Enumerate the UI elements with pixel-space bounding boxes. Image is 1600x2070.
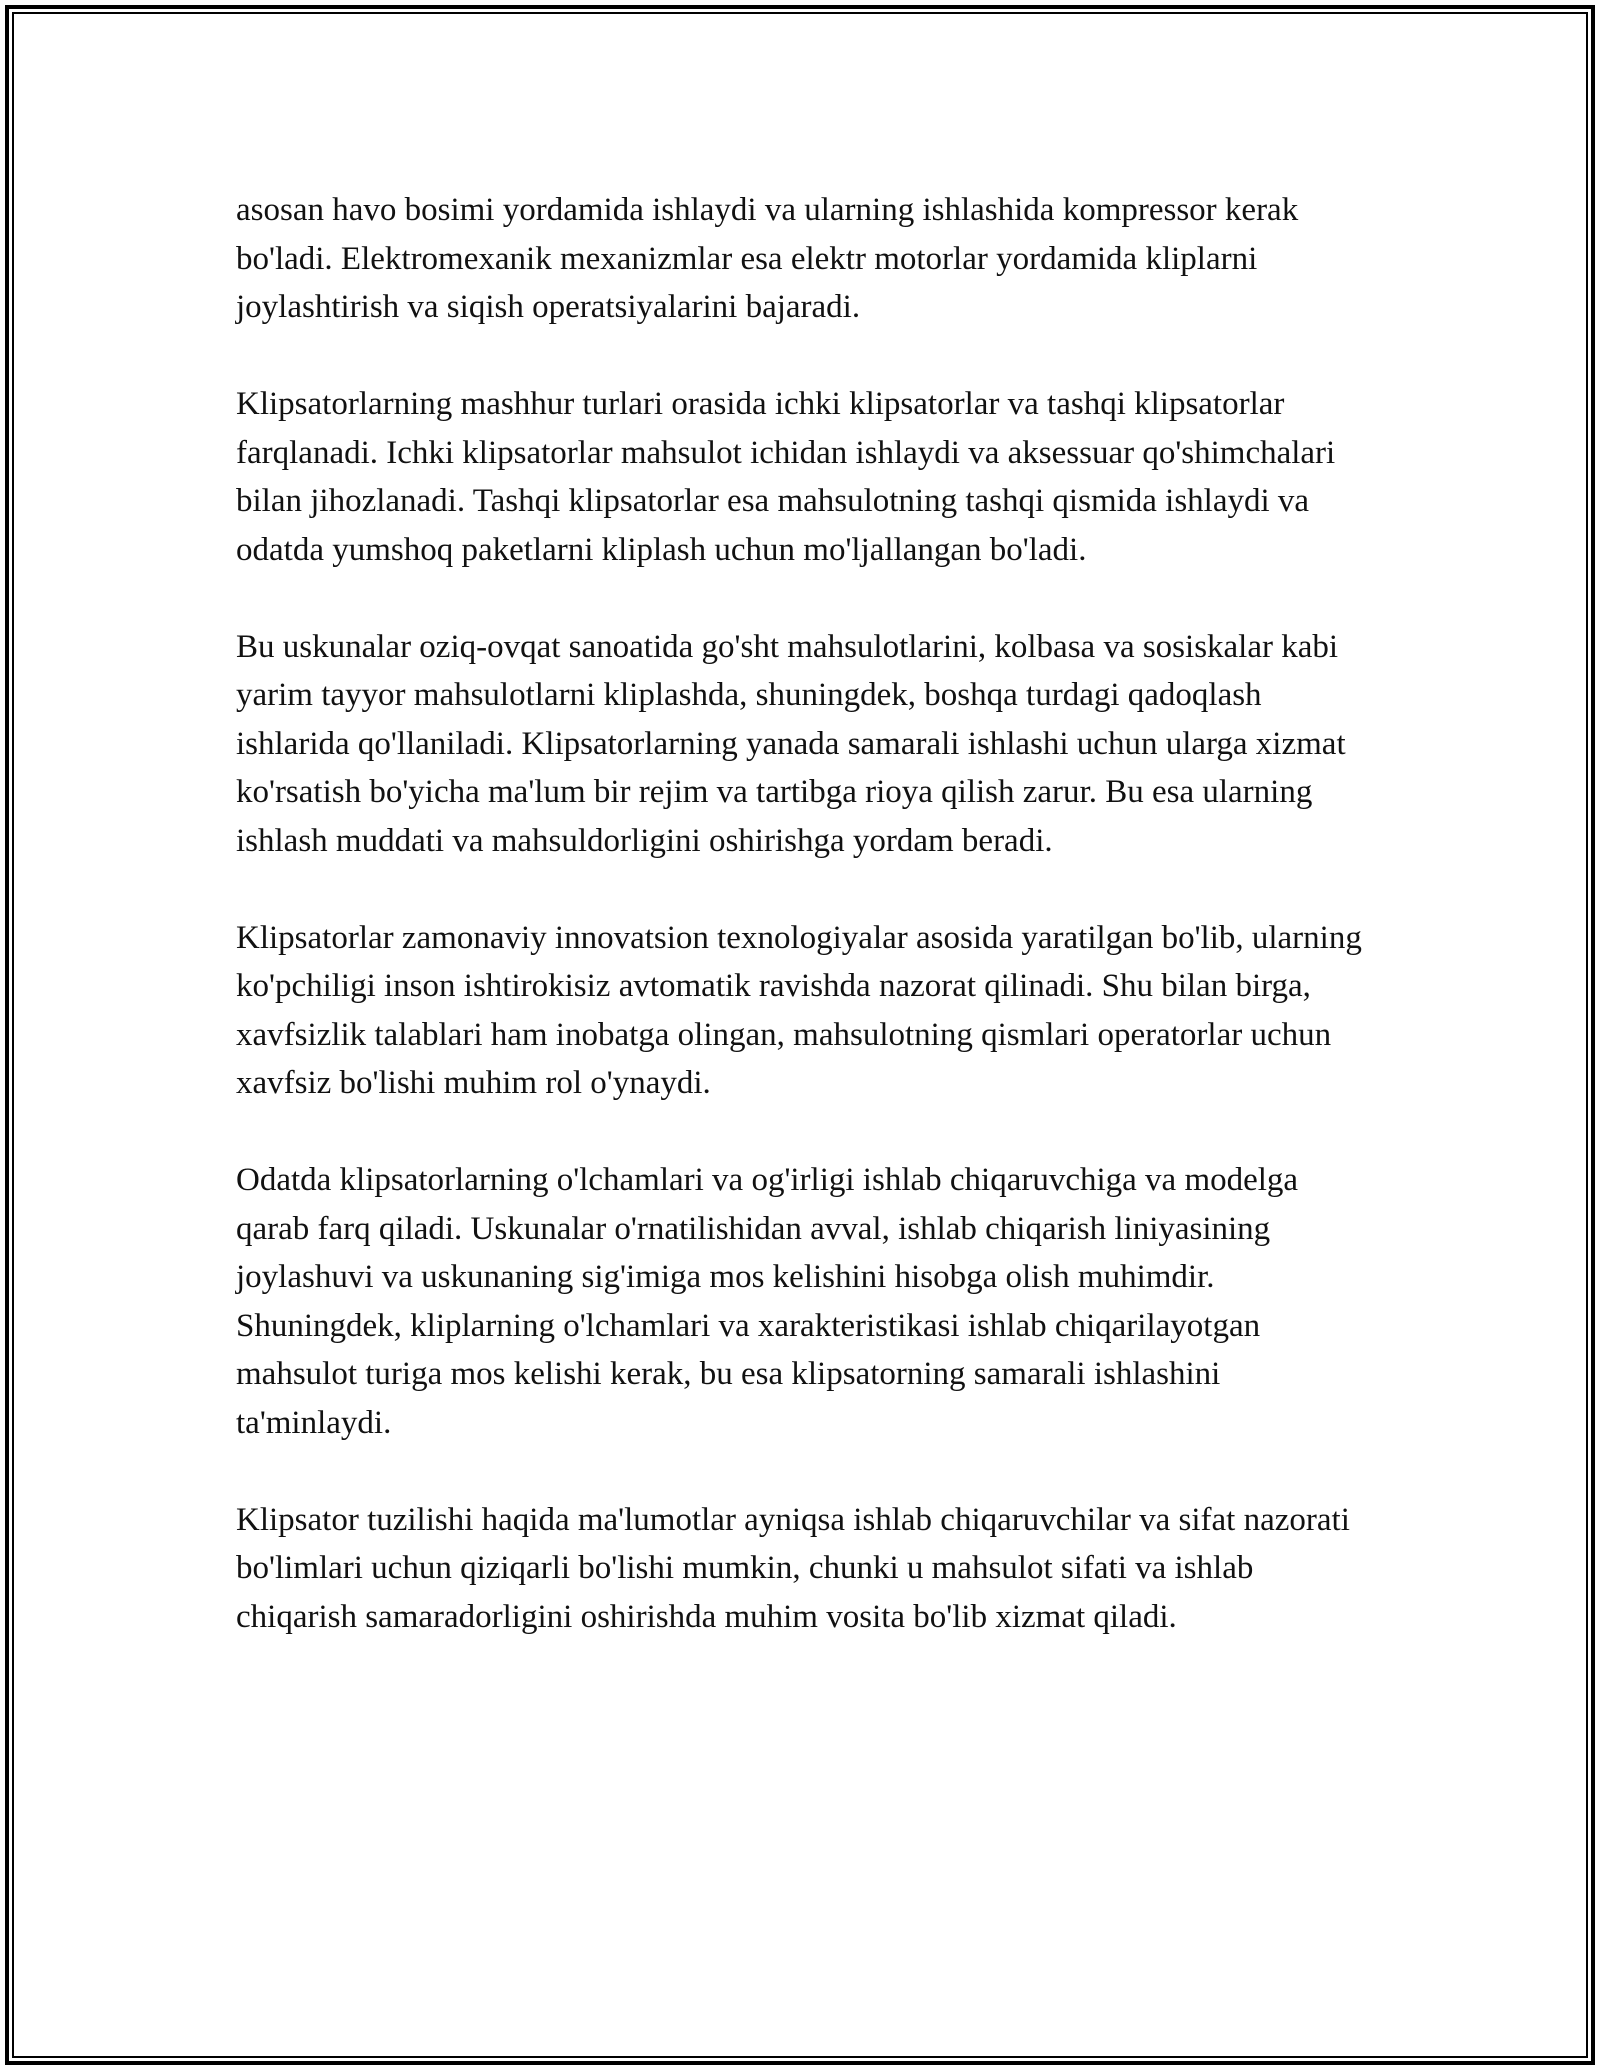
paragraph-4: Klipsatorlar zamonaviy innovatsion texnologiyalar asosida yaratilgan bo'lib, ularning ko'pchiligi inson ishtirokisiz avtomatik ravishda nazorat qilinadi. Shu bilan birga, xavfsizlik talablari ham inobatga olingan, mahsulotning qismlari operatorlar uchun xavfsiz bo'lishi muhim rol o'ynaydi. — [236, 919, 1362, 1101]
paragraph-1: asosan havo bosimi yordamida ishlaydi va ularning ishlashida kompressor kerak bo'ladi. Elektromexanik mexanizmlar esa elektr motorlar yordamida kliplarni joylashtirish va siqish operatsiyalarini bajaradi. — [236, 192, 1299, 325]
paragraph-3: Bu uskunalar oziq-ovqat sanoatida go'sht mahsulotlarini, kolbasa va sosiskalar kabi yarim tayyor mahsulotlarni kliplashda, shuningdek, boshqa turdagi qadoqlash ishlarida qo'llaniladi. Klipsatorlarning yanada samarali ishlashi uchun ularga xizmat ko'rsatish bo'yicha ma'lum bir rejim va tartibga rioya qilish zarur. Bu esa ularning ishlash muddati va mahsuldorligini oshirishga yordam beradi. — [236, 628, 1346, 859]
document-body — [236, 186, 1376, 1690]
paragraph-2: Klipsatorlarning mashhur turlari orasida ichki klipsatorlar va tashqi klipsatorlar farqlanadi. Ichki klipsatorlar mahsulot ichidan ishlaydi va aksessuar qo'shimchalari bilan jihozlanadi. Tashqi klipsatorlar esa mahsulotning tashqi qismida ishlaydi va odatda yumshoq paketlarni kliplash uchun mo'ljallangan bo'ladi. — [236, 386, 1336, 568]
paragraph-5: Odatda klipsatorlarning o'lchamlari va og'irligi ishlab chiqaruvchiga va modelga qarab farq qiladi. Uskunalar o'rnatilishidan avval, ishlab chiqarish liniyasining joylashuvi va uskunaning sig'imiga mos kelishini hisobga olish muhimdir. Shuningdek, kliplarning o'lchamlari va xarakteristikasi ishlab chiqarilayotgan mahsulot turiga mos kelishi kerak, bu esa klipsatorning samarali ishlashini ta'minlaydi. — [236, 1162, 1299, 1441]
paragraph-6: Klipsator tuzilishi haqida ma'lumotlar ayniqsa ishlab chiqaruvchilar va sifat nazorati bo'limlari uchun qiziqarli bo'lishi mumkin, chunki u mahsulot sifati va ishlab chiqarish samaradorligini oshirishda muhim vosita bo'lib xizmat qiladi. — [236, 1501, 1350, 1635]
